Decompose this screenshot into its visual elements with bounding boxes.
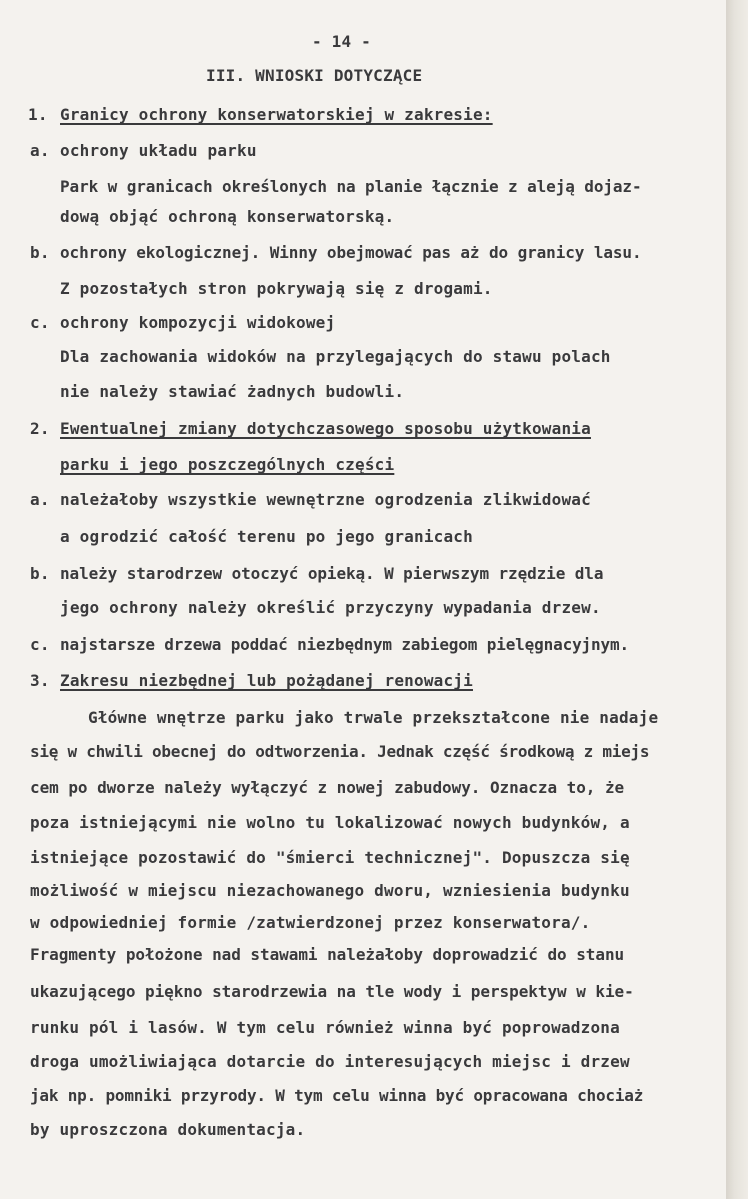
- section-3-number: 3.: [30, 671, 50, 690]
- item-2c-text: najstarsze drzewa poddać niezbędnym zabiegom pielęgnacyjnym.: [60, 635, 629, 654]
- section-2-number: 2.: [30, 419, 50, 438]
- item-2a-body-line: a ogrodzić całość terenu po jego granicach: [60, 527, 473, 546]
- item-2b-marker: b.: [30, 564, 50, 583]
- paragraph-line: cem po dworze należy wyłączyć z nowej zabudowy. Oznacza to, że: [30, 778, 625, 797]
- paragraph-line: Fragmenty położone nad stawami należałoby doprowadzić do stanu: [30, 945, 625, 964]
- item-2c-marker: c.: [30, 635, 50, 654]
- item-1b-body-line: Z pozostałych stron pokrywają się z drogami.: [60, 279, 493, 298]
- paragraph-line: poza istniejącymi nie wolno tu lokalizować nowych budynków, a: [30, 813, 630, 832]
- paragraph-line: w odpowiedniej formie /zatwierdzonej przez konserwatora/.: [30, 913, 591, 932]
- item-1c-text: ochrony kompozycji widokowej: [60, 313, 336, 332]
- paragraph-line: istniejące pozostawić do "śmierci technicznej". Dopuszcza się: [30, 848, 630, 867]
- page-number: - 14 -: [312, 32, 371, 51]
- paragraph-line: by uproszczona dokumentacja.: [30, 1120, 306, 1139]
- page-edge: [726, 0, 748, 1199]
- item-2a-marker: a.: [30, 490, 50, 509]
- paragraph-line: się w chwili obecnej do odtworzenia. Jednak część środkową z miejs: [30, 742, 650, 761]
- paragraph-line: Główne wnętrze parku jako trwale przekształcone nie nadaje: [88, 708, 659, 727]
- item-2a-text: należałoby wszystkie wewnętrzne ogrodzenia zlikwidować: [60, 490, 591, 509]
- item-1a-body-line: dową objąć ochroną konserwatorską.: [60, 207, 395, 226]
- section-1-number: 1.: [28, 105, 48, 124]
- paragraph-line: ukazującego piękno starodrzewia na tle wody i perspektyw w kie-: [30, 982, 634, 1001]
- section-2-title-line: parku i jego poszczególnych części: [60, 455, 395, 474]
- paragraph-line: możliwość w miejscu niezachowanego dworu, wzniesienia budynku: [30, 881, 630, 900]
- page-heading: III. WNIOSKI DOTYCZĄCE: [206, 66, 423, 85]
- item-1c-body-line: nie należy stawiać żadnych budowli.: [60, 382, 405, 401]
- item-1b-text: ochrony ekologicznej. Winny obejmować pas aż do granicy lasu.: [60, 243, 642, 262]
- section-1-title: Granicy ochrony konserwatorskiej w zakresie:: [60, 105, 493, 124]
- section-2-title-line: Ewentualnej zmiany dotychczasowego sposobu użytkowania: [60, 419, 591, 438]
- item-1a-text: ochrony układu parku: [60, 141, 257, 160]
- item-1c-body-line: Dla zachowania widoków na przylegających do stawu polach: [60, 347, 611, 366]
- item-1c-marker: c.: [30, 313, 50, 332]
- paragraph-line: droga umożliwiająca dotarcie do interesujących miejsc i drzew: [30, 1052, 630, 1071]
- item-2b-text: należy starodrzew otoczyć opieką. W pierwszym rzędzie dla: [60, 564, 604, 583]
- item-1a-marker: a.: [30, 141, 50, 160]
- item-1b-marker: b.: [30, 243, 50, 262]
- item-1a-body-line: Park w granicach określonych na planie łącznie z aleją dojaz-: [60, 177, 642, 196]
- section-3-title: Zakresu niezbędnej lub pożądanej renowacji: [60, 671, 473, 690]
- item-2b-body-line: jego ochrony należy określić przyczyny wypadania drzew.: [60, 598, 601, 617]
- paragraph-line: jak np. pomniki przyrody. W tym celu winna być opracowana chociaż: [30, 1086, 644, 1105]
- paragraph-line: runku pól i lasów. W tym celu również winna być poprowadzona: [30, 1018, 620, 1037]
